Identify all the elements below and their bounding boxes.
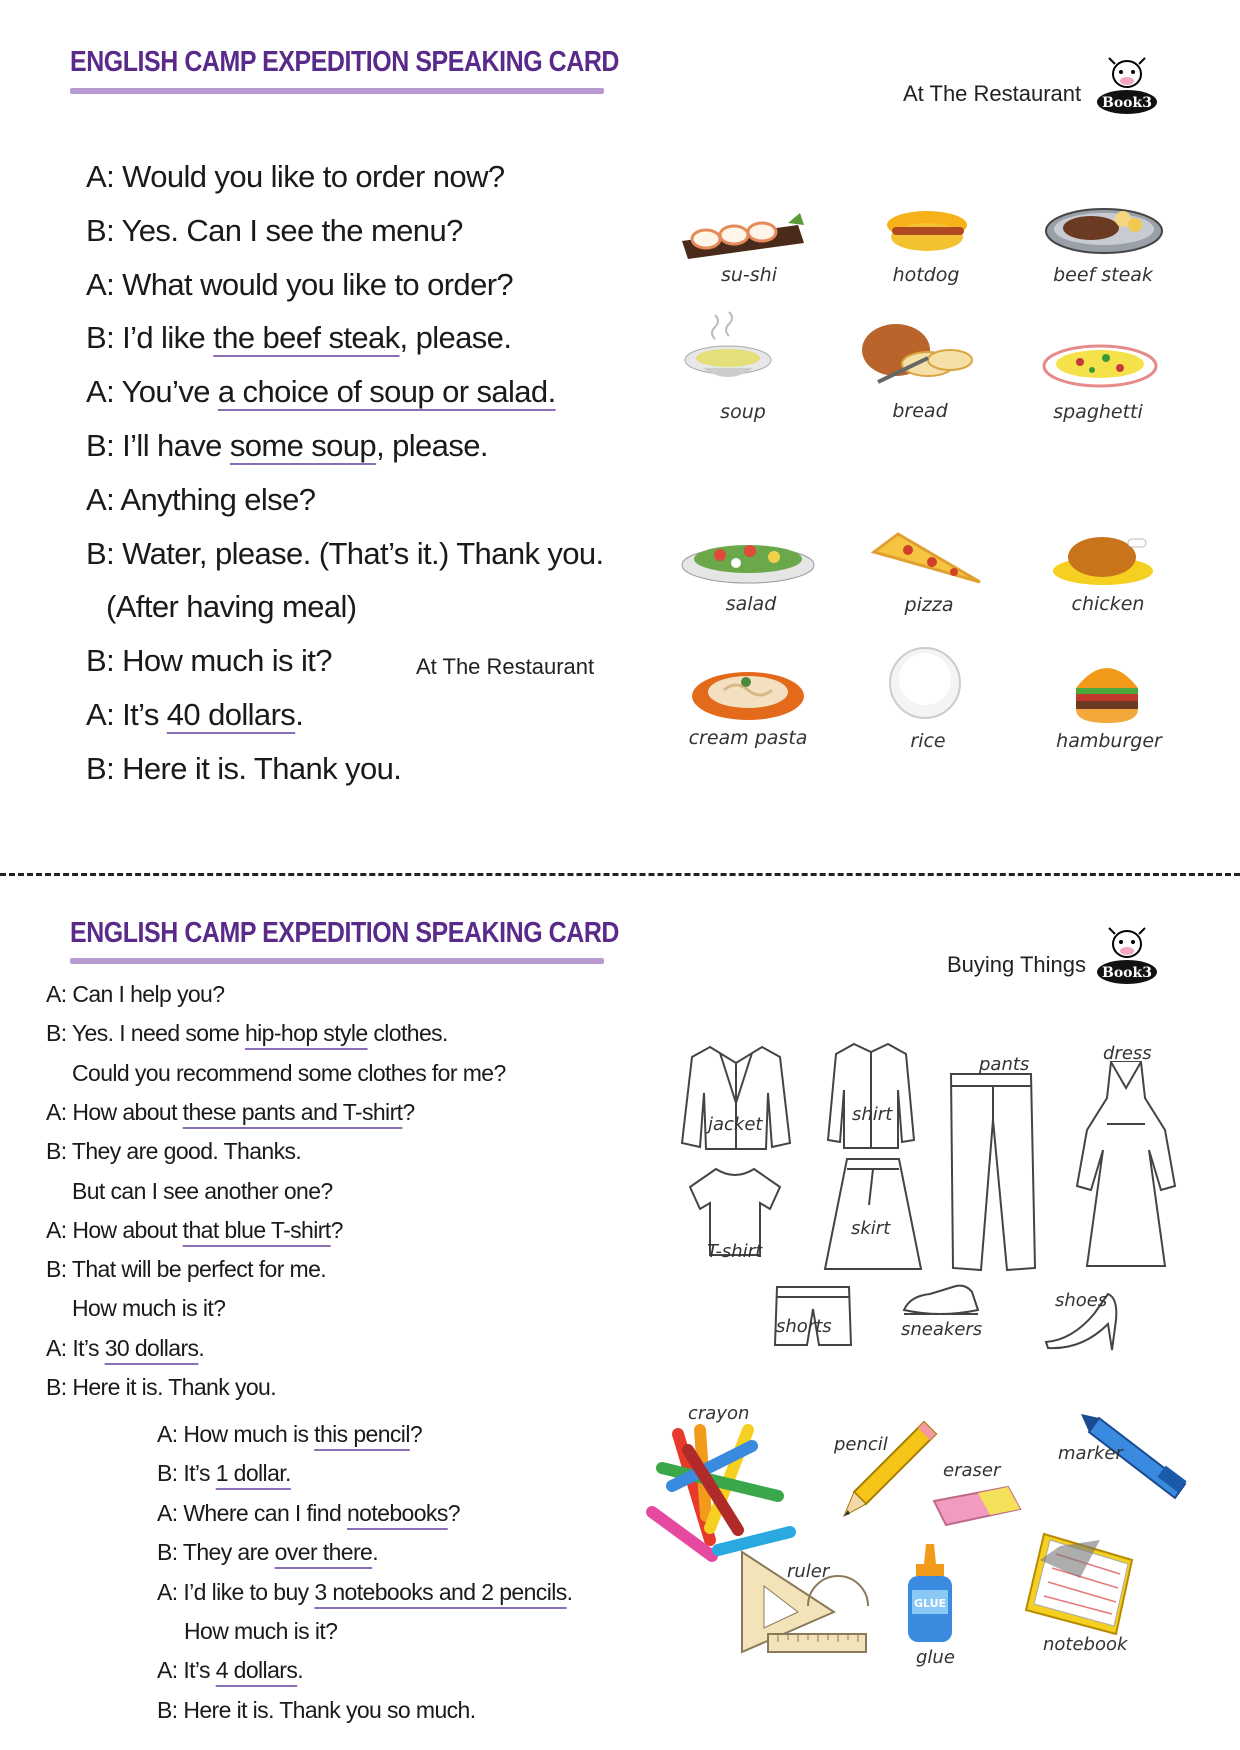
food-label-salad: salad — [725, 593, 777, 615]
clothes-label-shirt: shirt — [852, 1104, 893, 1125]
dialogue-line — [86, 482, 315, 518]
dialogue-line — [86, 320, 511, 356]
dialogue-underlined: some soup — [229, 428, 377, 463]
dialogue-line — [86, 213, 463, 249]
dialogue-text: B: Yes. I need some — [46, 1020, 245, 1047]
dialogue-underlined: this pencil — [314, 1421, 410, 1447]
dialogue-line — [157, 1657, 303, 1684]
dialogue-line — [46, 1217, 343, 1244]
dialogue-text: Could you recommend some clothes for me? — [72, 1059, 506, 1086]
hotdog-icon — [882, 203, 972, 263]
dialogue-underlined: 1 dollar. — [215, 1460, 291, 1487]
food-label-pizza: pizza — [904, 594, 954, 616]
dialogue-text: B: Yes. Can I see the menu? — [86, 212, 463, 248]
dialogue-line — [86, 267, 513, 303]
pencil-icon — [842, 1418, 938, 1518]
dialogue-underlined: that blue T-shirt — [182, 1216, 331, 1243]
food-label-bread: bread — [892, 400, 948, 422]
salad-icon — [680, 535, 816, 585]
svg-text:GLUE: GLUE — [913, 1597, 947, 1610]
dialogue-text: A: Would you like to order now? — [86, 159, 505, 194]
sushi-icon — [678, 205, 813, 265]
card1-badge: Book3 — [1102, 95, 1152, 111]
food-label-sushi: su-shi — [720, 264, 778, 286]
dialogue-line — [72, 1295, 225, 1322]
dialogue-text-end: , please. — [376, 428, 488, 463]
dialogue-text: B: They are good. Thanks. — [46, 1138, 302, 1165]
dialogue-line — [72, 1178, 333, 1205]
dialogue-text: A: How about — [46, 1216, 183, 1243]
dialogue-line — [157, 1539, 378, 1566]
dialogue-text-end: clothes. — [367, 1020, 448, 1047]
food-label-beef-steak: beef steak — [1053, 264, 1153, 286]
card2-topic: Buying Things — [947, 952, 1087, 977]
card2-title: ENGLISH CAMP EXPEDITION SPEAKING CARD — [70, 917, 620, 949]
dialogue-line — [86, 159, 505, 195]
dialogue-text-end: . — [372, 1539, 379, 1566]
dialogue-line — [46, 1020, 448, 1047]
dialogue-text: B: That will be perfect for me. — [46, 1256, 327, 1283]
chicken-icon — [1050, 527, 1156, 587]
food-label-hotdog: hotdog — [892, 264, 960, 286]
soup-icon — [683, 310, 773, 385]
clothes-label-jacket: jacket — [708, 1114, 763, 1135]
dialogue-line — [157, 1697, 476, 1724]
glue-icon — [902, 1540, 958, 1646]
stationery-label-marker: marker — [1058, 1443, 1123, 1464]
dress-icon — [1075, 1058, 1177, 1270]
dialogue-line — [184, 1618, 337, 1645]
clothes-label-dress: dress — [1103, 1043, 1152, 1064]
dialogue-underlined: 3 notebooks and 2 pencils — [314, 1578, 567, 1605]
dialogue-text: How much is it? — [72, 1295, 226, 1322]
dialogue-text: B: It’s — [157, 1460, 216, 1487]
dialogue-line — [157, 1579, 572, 1606]
food-label-rice: rice — [910, 730, 946, 752]
dialogue-text: A: It’s — [46, 1334, 105, 1361]
food-label-hamburger: hamburger — [1056, 730, 1162, 752]
dialogue-text: B: Here it is. Thank you so much. — [157, 1696, 476, 1723]
dialogue-text-end: ? — [402, 1098, 415, 1125]
dialogue-text: B: I’ll have — [86, 428, 230, 463]
cow-mascot-icon — [1095, 54, 1159, 114]
dialogue-line — [86, 374, 556, 410]
card2-badge: Book3 — [1102, 965, 1152, 981]
dialogue-text: A: I’d like to buy — [157, 1578, 315, 1605]
jacket-icon — [680, 1043, 792, 1153]
clothes-label-skirt: skirt — [851, 1218, 891, 1239]
dialogue-underlined: 40 dollars — [166, 697, 296, 732]
dialogue-text: How much is it? — [184, 1618, 338, 1644]
clothes-label-t-shirt: T-shirt — [707, 1241, 763, 1262]
food-label-chicken: chicken — [1071, 593, 1145, 615]
dialogue-text-end: ? — [447, 1499, 460, 1526]
dialogue-line — [86, 428, 488, 464]
dialogue-line — [157, 1500, 460, 1527]
crayon-icon — [648, 1420, 800, 1560]
card1-topic: At The Restaurant — [903, 81, 1082, 106]
cow-mascot-icon-2 — [1095, 924, 1159, 984]
dialogue-line — [157, 1421, 422, 1448]
dialogue-text: A: How about — [46, 1098, 183, 1125]
card1-title-underline — [70, 88, 604, 94]
card1-side-topic: At The Restaurant — [416, 654, 595, 679]
clothes-label-shorts: shorts — [776, 1316, 832, 1337]
clothes-label-shoes: shoes — [1055, 1290, 1108, 1311]
cut-line-divider — [0, 873, 1240, 876]
dialogue-text-end: ? — [330, 1216, 343, 1243]
skirt-icon — [823, 1155, 923, 1275]
notebook-icon — [1020, 1530, 1142, 1642]
dialogue-underlined: hip-hop style — [244, 1020, 368, 1047]
stationery-label-pencil: pencil — [834, 1434, 888, 1455]
sneakers-icon — [900, 1282, 982, 1322]
dialogue-underlined: 30 dollars — [104, 1334, 199, 1361]
dialogue-line — [86, 751, 401, 787]
dialogue-text-end: . — [297, 1657, 304, 1684]
dialogue-line — [86, 697, 303, 733]
stationery-label-eraser: eraser — [943, 1460, 1001, 1481]
stationery-label-ruler: ruler — [787, 1561, 830, 1582]
card1-title: ENGLISH CAMP EXPEDITION SPEAKING CARD — [70, 46, 620, 78]
pizza-icon — [870, 530, 982, 588]
dialogue-underlined: 4 dollars — [215, 1657, 298, 1684]
dialogue-text-end: , please. — [399, 320, 512, 356]
dialogue-underlined: notebooks — [346, 1499, 448, 1526]
dialogue-line — [46, 1099, 415, 1126]
dialogue-text: B: Water, please. (That’s it.) Thank you. — [86, 535, 604, 571]
food-label-soup: soup — [720, 401, 766, 423]
dialogue-line — [157, 1460, 291, 1487]
stationery-label-glue: glue — [916, 1647, 955, 1668]
dialogue-text: A: Where can I find — [157, 1499, 347, 1526]
dialogue-line — [46, 981, 224, 1008]
dialogue-text: B: Here it is. Thank you. — [86, 750, 402, 786]
stationery-label-notebook: notebook — [1043, 1634, 1128, 1655]
dialogue-text: A: You’ve — [86, 374, 218, 410]
dialogue-underlined: over there — [274, 1539, 373, 1566]
dialogue-text: A: Anything else? — [86, 481, 316, 517]
dialogue-text: A: It’s — [157, 1657, 216, 1684]
dialogue-text: But can I see another one? — [72, 1177, 333, 1204]
dialogue-text: B: Here it is. Thank you. — [46, 1374, 277, 1400]
dialogue-underlined: these pants and T-shirt — [182, 1098, 403, 1125]
dialogue-text: (After having meal) — [106, 589, 357, 625]
clothes-label-pants: pants — [979, 1054, 1030, 1075]
dialogue-text-end: . — [566, 1578, 573, 1605]
dialogue-text: B: I’d like — [86, 320, 214, 356]
clothes-label-sneakers: sneakers — [901, 1319, 983, 1340]
dialogue-text: B: They are — [157, 1539, 275, 1566]
bread-icon — [858, 320, 983, 390]
cream-pasta-icon — [690, 662, 806, 722]
stationery-label-crayon: crayon — [688, 1403, 750, 1424]
dialogue-text: A: It’s — [86, 697, 167, 732]
dialogue-line — [86, 643, 332, 679]
dialogue-line — [46, 1374, 276, 1401]
dialogue-text-end: . — [295, 697, 304, 732]
dialogue-line — [46, 1256, 326, 1283]
dialogue-line — [106, 589, 356, 625]
dialogue-line — [46, 1335, 204, 1362]
hamburger-icon — [1072, 658, 1142, 726]
rice-icon — [885, 647, 965, 719]
pants-icon — [945, 1070, 1037, 1272]
dialogue-line — [86, 536, 604, 572]
dialogue-underlined: a choice of soup or salad. — [217, 374, 556, 410]
beef-steak-icon — [1043, 195, 1165, 257]
food-label-cream-pasta: cream pasta — [688, 727, 808, 749]
card2-title-underline — [70, 958, 604, 964]
dialogue-text-end: . — [198, 1334, 205, 1361]
eraser-icon — [928, 1483, 1024, 1527]
dialogue-text: B: How much is it? — [86, 643, 332, 679]
dialogue-text: A: What would you like to order? — [86, 266, 514, 302]
spaghetti-icon — [1040, 342, 1160, 390]
dialogue-underlined: the beef steak — [213, 320, 400, 356]
dialogue-line — [46, 1138, 301, 1165]
dialogue-text-end: ? — [409, 1421, 423, 1447]
dialogue-line — [72, 1060, 506, 1087]
dialogue-text: A: Can I help you? — [46, 981, 225, 1007]
shirt-icon — [826, 1040, 916, 1152]
food-label-spaghetti: spaghetti — [1053, 401, 1143, 423]
dialogue-text: A: How much is — [157, 1421, 315, 1447]
